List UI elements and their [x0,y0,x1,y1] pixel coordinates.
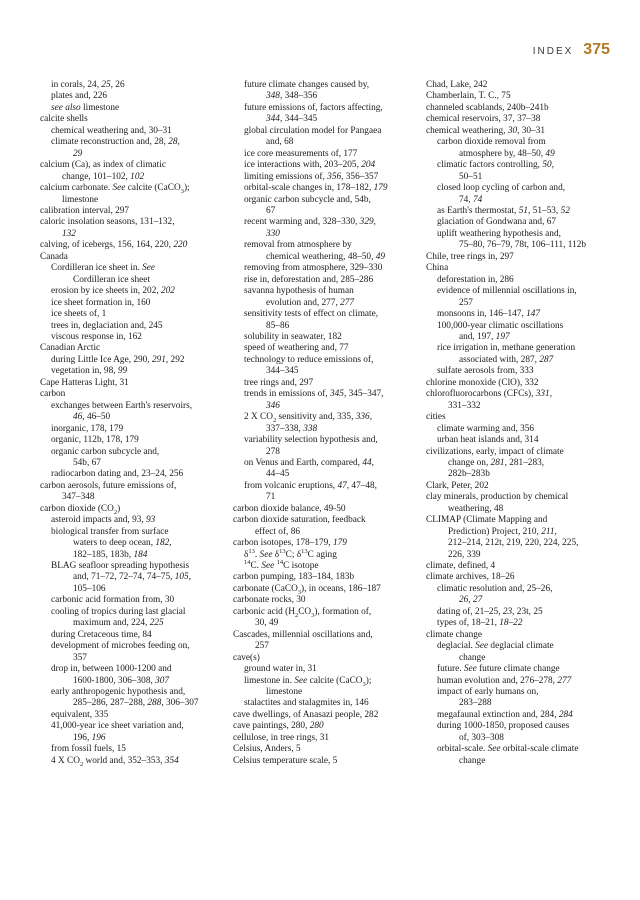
index-entry: from volcanic eruptions, 47, 47–48, [244,480,377,491]
page-number: 375 [583,41,610,58]
index-entry: 105–106 [73,583,106,594]
index-entry: equivalent, 335 [51,709,109,720]
index-entry: radiocarbon dating and, 23–24, 256 [51,469,184,480]
index-entry: 212–214, 212t, 219, 220, 224, 225, [448,538,579,549]
index-entry: on Venus and Earth, compared, 44, [244,457,374,468]
index-entry: 50–51 [459,171,483,182]
index-entry: 30, 49 [255,618,279,629]
index-entry: Prediction) Project, 210, 211, [448,526,557,537]
index-entry: 26, 27 [459,595,483,606]
index-entry: 71 [266,492,276,503]
index-entry: $^{14}$C. See $^{14}$C isotope [244,558,319,572]
running-head: INDEX [532,46,574,57]
index-entry: waters to deep ocean, 182, [73,538,172,549]
index-entry: calving, of icebergs, 156, 164, 220, 220 [40,240,188,251]
index-entry: exchanges between Earth's reservoirs, [51,400,193,411]
index-entry: chemical weathering, 48–50, 49 [266,251,386,262]
index-entry: climate archives, 18–26 [426,572,515,583]
index-entry: trees in, deglaciation and, 245 [51,320,163,331]
index-entry: 46, 46–50 [73,412,111,423]
index-entry: 344, 344–345 [266,114,318,125]
index-entry: Canada [40,251,68,262]
index-entry: vegetation in, 98, 99 [51,366,128,377]
index-entry: 196, 196 [73,732,106,743]
index-entry: carbon aerosols, future emissions of, [40,480,177,491]
index-entry: stalactites and stalagmites in, 146 [244,698,369,709]
index-entry: BLAG seafloor spreading hypothesis [51,561,190,572]
index-entry: 67 [266,205,276,216]
index-entry: limiting emissions of, 356, 356–357 [244,171,379,182]
index-entry: ice sheet formation in, 160 [51,297,151,308]
index-entry: atmosphere by, 48–50, 49 [459,148,555,159]
index-entry: tree rings and, 297 [244,377,314,388]
index-entry: 337–338, 338 [266,423,318,434]
index-entry: recent warming and, 328–330, 329, [244,217,376,228]
index-entry: limestone in. See calcite (CaCO$_3$); [244,675,372,688]
index-entry: 41,000-year ice sheet variation and, [51,721,184,732]
index-entry: viscous response in, 162 [51,331,142,342]
index-entry: 85–86 [266,320,290,331]
index-entry: $\delta^{13}$. See $\delta^{13}C$; $\delta^{13}C$ aging [244,547,337,560]
index-entry: chemical reservoirs, 37, 37–38 [426,114,541,125]
index-entry: 2 X $CO_2$ sensitivity and, 335, 336, [244,412,373,424]
index-entry: speed of weathering and, 77 [244,343,349,354]
index-entry: 278 [266,446,280,457]
index-entry: China [426,263,449,274]
index-entry: chemical weathering and, 30–31 [51,125,172,136]
index-entry: civilizations, early, impact of climate [426,446,564,457]
index-entry: evidence of millennial oscillations in, [437,286,577,297]
index-entry: organic, 112b, 178, 179 [51,435,139,446]
index-entry: change, 101–102, 102 [62,171,145,182]
index-entry: 44–45 [266,469,290,480]
index-entry: cellulose, in tree rings, 31 [233,732,330,743]
index-entry: clay minerals, production by chemical [426,492,569,503]
index-entry: orbital-scale. See orbital-scale climate [437,744,579,755]
index-entry: climate change [426,629,483,640]
index-entry: see also limestone [51,102,120,113]
index-entry: climate reconstruction and, 28, 28, [51,137,180,148]
index-entry: carbon pumping, 183–184, 183b [233,572,355,583]
index-entry: 226, 339 [448,549,481,560]
index-entry: deglacial. See deglacial climate [437,641,554,652]
index-entry: rice irrigation in, methane generation [437,343,576,354]
index-column-2 [233,80,415,767]
index-entry: effect of, 86 [255,526,300,537]
index-entry: calibration interval, 297 [40,205,130,216]
index-entry: uplift weathering hypothesis and, [437,228,561,239]
index-entry: early anthropogenic hypothesis and, [51,687,186,698]
index-entry: 285–286, 287–288, 288, 306–307 [73,698,199,709]
index-entry: limestone [62,194,99,205]
index-entry: dating of, 21–25, 23, 23t, 25 [437,606,543,617]
index-entry: CLIMAP (Climate Mapping and [426,515,548,526]
index-entry: trends in emissions of, 345, 345–347, [244,389,384,400]
index-entry: closed loop cycling of carbon and, [437,183,566,194]
index-entry: 54b, 67 [73,457,101,468]
index-entry: 330 [266,228,280,239]
index-entry: from fossil fuels, 15 [51,744,126,755]
index-entry: Chamberlain, T. C., 75 [426,91,511,102]
index-entry: ground water in, 31 [244,664,317,675]
index-entry: 346 [266,400,280,411]
index-entry: Cape Hatteras Light, 31 [40,377,129,388]
index-entry: climatic resolution and, 25–26, [437,583,553,594]
index-entry: global circulation model for Pangaea [244,125,382,136]
index-entry: megafaunal extinction and, 284, 284 [437,709,573,720]
index-entry: Celsius, Anders, 5 [233,744,301,755]
index-entry: cave dwellings, of Anasazi people, 282 [233,709,379,720]
index-entry: 100,000-year climatic oscillations [437,320,564,331]
index-entry: and, 68 [266,137,294,148]
index-entry: 4 X $CO_2$ world and, 352–353, 354 [51,755,179,768]
index-entry: carbon dioxide $(CO_2)$ [40,503,121,516]
index-entry: organic carbon subcycle and, 54b, [244,194,371,205]
index-entry: during Little Ice Age, 290, 291, 292 [51,354,185,365]
index-entry: future climate changes caused by, [244,80,370,90]
index-entry: rise in, deforestation and, 285–286 [244,274,374,285]
index-column-1 [40,80,222,767]
index-entry: orbital-scale changes in, 178–182, 179 [244,183,388,194]
index-entry: 282b–283b [448,469,490,480]
index-entry: calcium carbonate. See calcite (CaCO$_3$); [40,183,190,195]
index-entry: 1600-1800, 306–308, 307 [73,675,170,686]
page-header [0,41,610,59]
index-entry: change on, 281, 281–283, [448,457,545,468]
index-entry: glaciation of Gondwana and, 67 [437,217,557,228]
index-entry: savanna hypothesis of human [244,286,354,297]
index-entry: Celsius temperature scale, 5 [233,755,338,766]
index-entry: climate warming and, 356 [437,423,535,434]
index-entry: 357 [73,652,87,663]
index-entry: climate, defined, 4 [426,561,496,572]
index-entry: removing from atmosphere, 329–330 [244,263,383,274]
index-entry: 283–288 [459,698,492,709]
index-entry: ice sheets of, 1 [51,309,107,320]
index-entry: Cascades, millennial oscillations and, [233,629,373,640]
index-entry: cities [426,412,446,423]
index-entry: and, 197, 197 [459,331,510,342]
index-entry: 348, 348–356 [266,91,318,102]
index-entry: sensitivity tests of effect on climate, [244,309,379,320]
index-entry: carbon isotopes, 178–179, 179 [233,538,347,549]
index-entry: climatic factors controlling, 50, [437,160,554,171]
index-entry: types of, 18–21, 18–22 [437,618,523,629]
index-entry: 182–185, 183b, 184 [73,549,148,560]
index-entry: carbon dioxide removal from [437,137,546,148]
index-entry: of, 303–308 [459,732,504,743]
index-entry: chemical weathering, 30, 30–31 [426,125,546,136]
index-entry: 331–332 [448,400,481,411]
index-entry: deforestation in, 286 [437,274,514,285]
index-entry: calcite shells [40,114,88,125]
index-entry: sulfate aerosols from, 333 [437,366,534,377]
index-column-3 [426,80,608,767]
index-entry: 132 [62,228,76,239]
index-entry: Cordilleran ice sheet in. See [51,263,156,274]
index-entry: weathering, 48 [448,503,504,514]
index-entry: 29 [73,148,83,159]
index-entry: and, 71–72, 72–74, 74–75, 105, [73,572,192,583]
index-entry: channeled scablands, 240b–241b [426,102,549,113]
index-entry: human evolution and, 276–278, 277 [437,675,572,686]
index-entry: ice core measurements of, 177 [244,148,358,159]
index-entry: associated with, 287, 287 [459,354,554,365]
index-entry: Canadian Arctic [40,343,101,354]
index-entry: Clark, Peter, 202 [426,480,489,491]
index-entry: impact of early humans on, [437,687,539,698]
index-entry: plates and, 226 [51,91,108,102]
index-entry: Chad, Lake, 242 [426,80,488,90]
index-entry: 344–345 [266,366,299,377]
index-entry: development of microbes feeding on, [51,641,190,652]
index-entry: 75–80, 76–79, 78t, 106–111, 112b [459,240,587,251]
index-entry: drop in, between 1000-1200 and [51,664,172,675]
index-entry: biological transfer from surface [51,526,169,537]
index-entry: cave(s) [233,652,260,663]
index-entry: variability selection hypothesis and, [244,435,378,446]
index-entry: organic carbon subcycle and, [51,446,160,457]
index-entry: monsoons in, 146–147, 147 [437,309,541,320]
index-entry: carbonate (CaCO$_3$), in oceans, 186–187 [233,583,381,596]
index-entry: 74, 74 [459,194,483,205]
index-entry: carbonic acid $(H_2CO_3)$, formation of, [233,606,372,619]
index-entry: maximum and, 224, 225 [73,618,164,629]
index-entry: 257 [255,641,269,652]
index-entry: solubility in seawater, 182 [244,331,342,342]
index-entry: cave paintings, 280, 280 [233,721,324,732]
index-entry: Chile, tree rings in, 297 [426,251,514,262]
index-entry: change [459,755,486,766]
index-entry: erosion by ice sheets in, 202, 202 [51,286,175,297]
index-entry: ice interactions with, 203–205, 204 [244,160,376,171]
index-entry: carbonic acid formation from, 30 [51,595,175,606]
index-entry: carbonate rocks, 30 [233,595,306,606]
index-entry: 257 [459,297,473,308]
index-entry: technology to reduce emissions of, [244,354,374,365]
index-entry: cooling of tropics during last glacial [51,606,186,617]
index-entry: caloric insolation seasons, 131–132, [40,217,175,228]
index-entry: change [459,652,486,663]
index-entry: future. See future climate change [437,664,560,675]
index-entry: during Cretaceous time, 84 [51,629,152,640]
index-entry: carbon [40,389,66,400]
index-entry: during 1000-1850, proposed causes [437,721,570,732]
index-entry: as Earth's thermostat, 51, 51–53, 52 [437,205,570,216]
index-entry: removal from atmosphere by [244,240,352,251]
index-entry: evolution and, 277, 277 [266,297,355,308]
index-entry: chlorofluorocarbons (CFCs), 331, [426,389,553,400]
index-entry: limestone [266,687,303,698]
index-entry: urban heat islands and, 314 [437,435,539,446]
index-entry: inorganic, 178, 179 [51,423,124,434]
index-entry: carbon dioxide saturation, feedback [233,515,366,526]
index-entry: in corals, 24, 25, 26 [51,80,125,90]
index-entry: carbon dioxide balance, 49-50 [233,503,346,514]
index-entry: calcium (Ca), as index of climatic [40,160,166,171]
index-entry: chlorine monoxide (ClO), 332 [426,377,539,388]
index-entry: 347–348 [62,492,95,503]
index-entry: asteroid impacts and, 93, 93 [51,515,156,526]
index-entry: future emissions of, factors affecting, [244,102,383,113]
index-entry: Cordilleran ice sheet [73,274,150,285]
